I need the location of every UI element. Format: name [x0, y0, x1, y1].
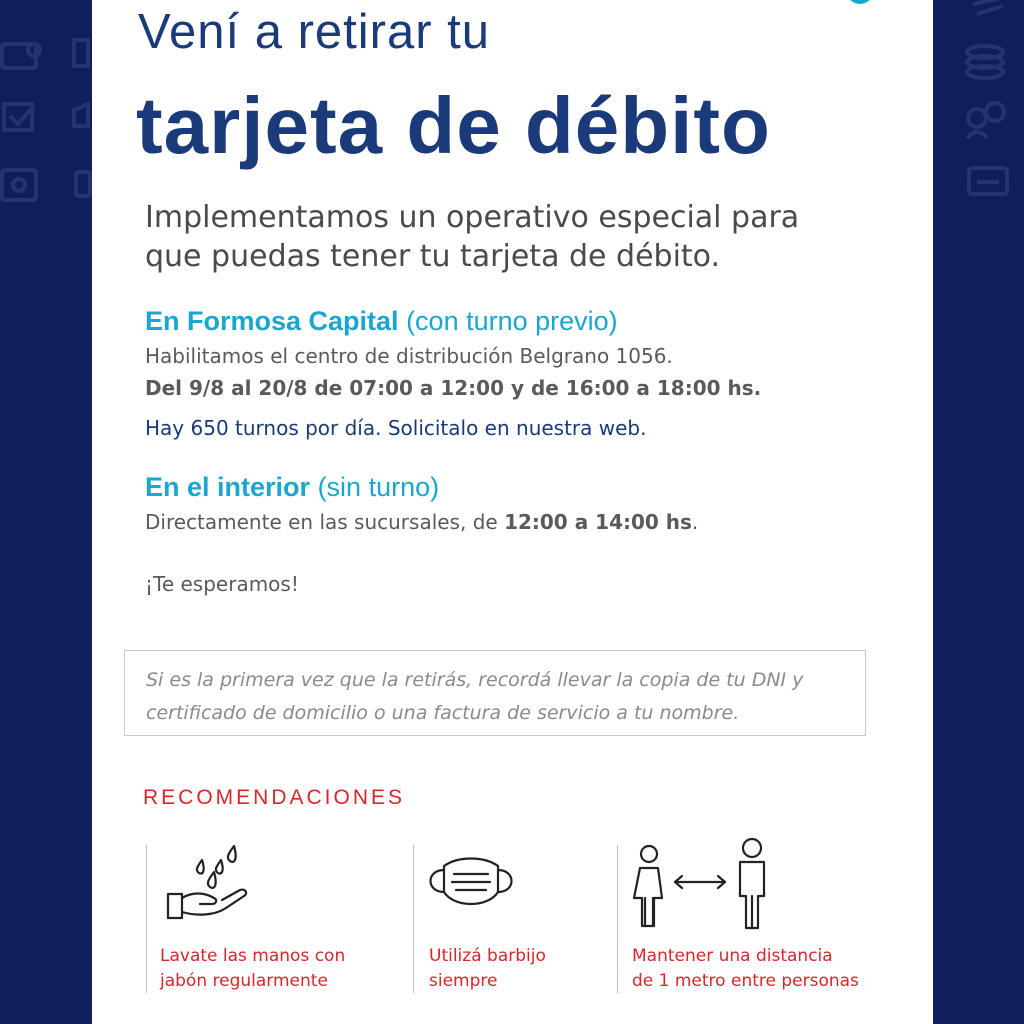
reco-3-label	[632, 944, 859, 994]
mask-icon	[426, 854, 516, 914]
headline-line2: tarjeta de débito	[136, 81, 771, 170]
reco-2-line2: siempre	[429, 971, 498, 991]
reco-1-line2: jabón regularmente	[160, 971, 328, 991]
divider-3	[617, 845, 618, 993]
recommendations-title: RECOMENDACIONES	[143, 786, 406, 809]
headline-line1: Vení a retirar tu	[138, 5, 491, 59]
reco-1-line1: Lavate las manos con	[160, 946, 346, 966]
interior-title-bold: En el interior	[145, 472, 311, 502]
reco-2-label	[429, 944, 546, 994]
formosa-schedule: Del 9/8 al 20/8 de 07:00 a 12:00 y de 16:00 a 18:00 hs.	[145, 376, 762, 400]
interior-title-light: (sin turno)	[317, 472, 440, 502]
divider-2	[413, 845, 414, 993]
note-text: Si es la primera vez que la retirás, recordá llevar la copia de tu DNI y certificado de domicilio o una factura de servicio a tu nombre.	[146, 669, 804, 724]
interior-suffix: .	[691, 510, 699, 534]
formosa-title-light: (con turno previo)	[406, 306, 618, 336]
reco-2-line1: Utilizá barbijo	[429, 946, 546, 966]
reco-3-line1: Mantener una distancia	[632, 946, 833, 966]
interior-hours: 12:00 a 14:00 hs	[504, 510, 692, 534]
distance-icon	[632, 836, 780, 932]
decorative-icons-left	[0, 0, 92, 220]
intro-paragraph: Implementamos un operativo especial para que puedas tener tu tarjeta de débito.	[145, 200, 800, 274]
reco-1-label	[160, 944, 345, 994]
closing-text: ¡Te esperamos!	[145, 572, 299, 596]
hand-wash-icon	[164, 842, 252, 920]
left-side-panel	[0, 0, 92, 1024]
interior-prefix: Directamente en las sucursales, de	[145, 510, 505, 534]
formosa-line1: Habilitamos el centro de distribución Belgrano 1056.	[145, 344, 673, 368]
formosa-section-title	[145, 306, 618, 337]
right-side-panel	[933, 0, 1024, 1024]
formosa-title-bold: En Formosa Capital	[145, 306, 399, 336]
formosa-turnos: Hay 650 turnos por día. Solicitalo en nuestra web.	[145, 416, 647, 440]
interior-line	[145, 510, 698, 534]
decorative-icons-right	[933, 0, 1024, 220]
divider-1	[146, 845, 147, 993]
interior-section-title	[145, 472, 439, 503]
reco-3-line2: de 1 metro entre personas	[632, 971, 859, 991]
